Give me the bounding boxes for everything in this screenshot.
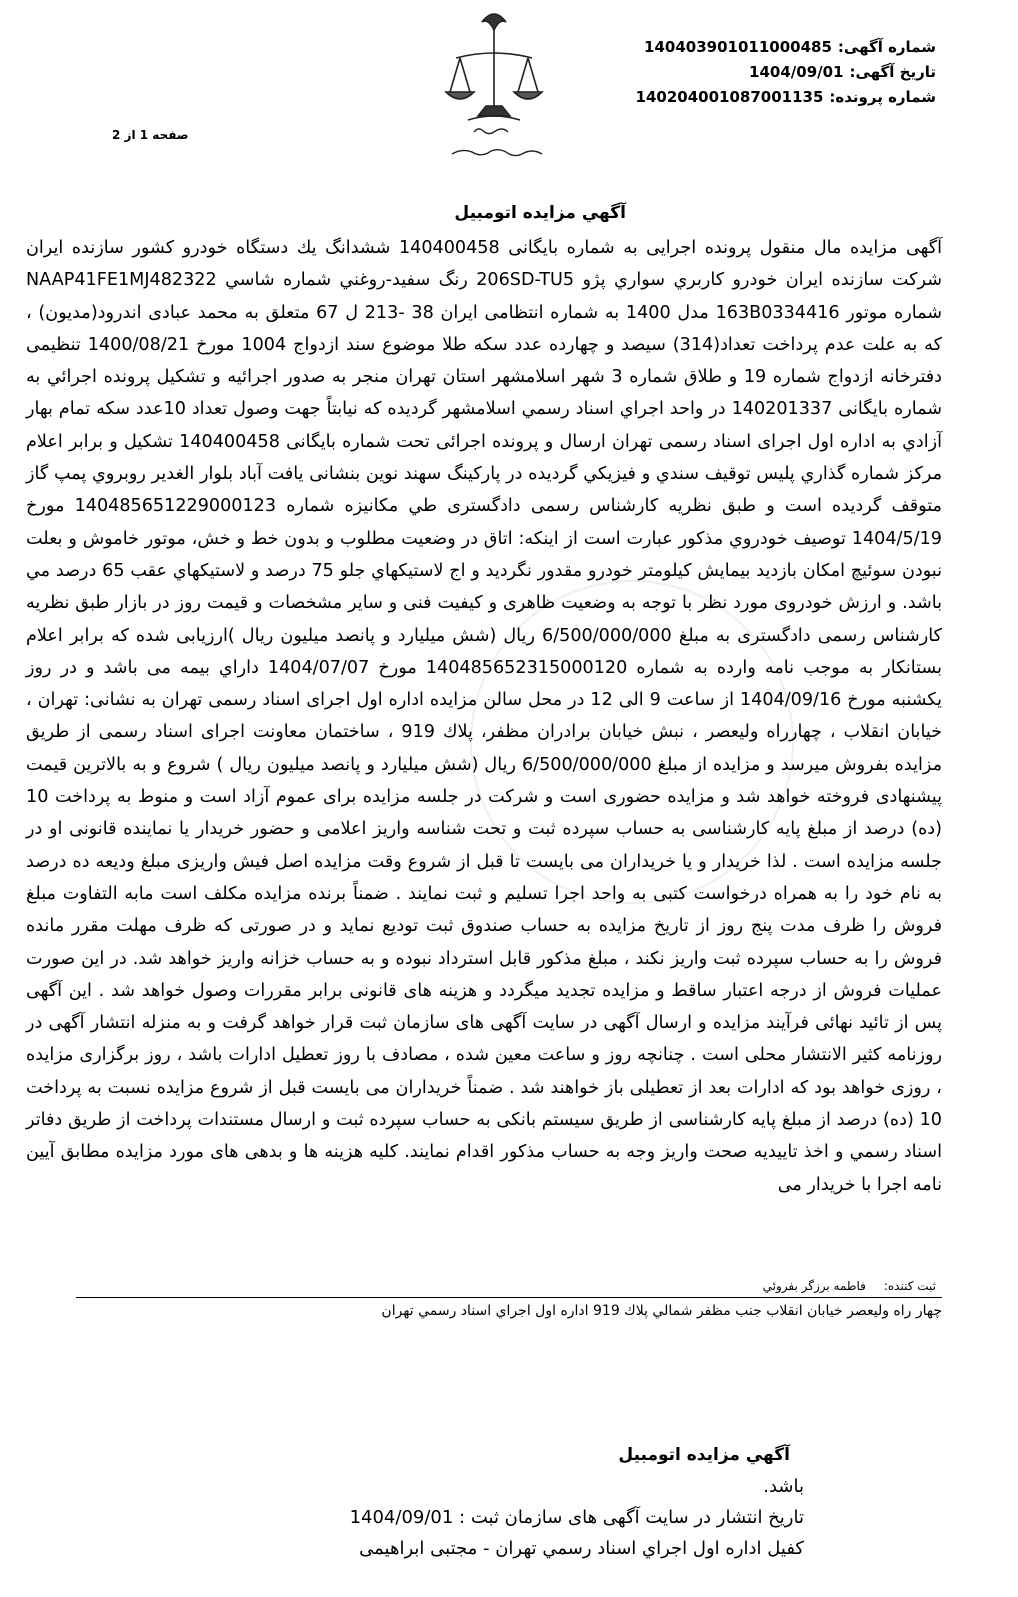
recorder-name: فاطمه برزگر بفروئي	[762, 1279, 866, 1293]
notice-body	[26, 232, 942, 1201]
page2-publish-date: تاريخ انتشار در سايت آگهی های سازمان ثبت : 1404/09/01	[349, 1507, 804, 1528]
page-indicator: صفحه 1 از 2	[112, 128, 189, 142]
footer-divider	[76, 1297, 942, 1298]
notice-body-text: آگهی مزايده مال منقول پرونده اجرايی به شماره بايگانی 140400458 ششدانگ يك دستگاه خودرو كشور سازنده ايران شركت سازنده ايران خودرو كاربري سواري پژو 206SD-TU5 رنگ سفيد-روغني شماره شاسي NAAP41FE1MJ482322 شماره موتور 163B0334416 مدل 1400 به شماره انتظامی ايران 38 -213 ل 67 متعلق به محمد عبادی اندرود(مديون) ، كه به علت عدم پرداخت تعداد(314) سيصد و چهارده عدد سكه طلا موضوع سند ازدواج 1004 مورخ 1400/08/21 تنظيمی دفترخانه ازدواج شماره 19 و طلاق شماره 3 شهر اسلامشهر استان تهران منجر به صدور اجرائيه و تشكيل پرونده اجرائي به شماره بايگانی 140201337 در واحد اجراي اسناد رسمي اسلامشهر گرديده كه نيابتاً جهت وصول تعداد 10عدد سكه تمام بهار آزادي به اداره اول اجرای اسناد رسمی تهران ارسال و پرونده اجرائی تحت شماره بايگانی 140400458 تشكيل و برابر اعلام مركز شماره گذاري پليس توقيف سندي و فيزيكي گرديده در پاركينگ سهند نوين بنشانی يافت آباد بلوار الغدير روبروي پمپ گاز متوقف گرديده است و طبق نظريه كارشناس رسمی دادگستری طي مكانيزه شماره 140485651229000123 مورخ 1404/5/19 توصيف خودروي مذكور عبارت است از اينكه: اتاق در وضعيت مطلوب و بدون خط و خش، موتور خاموش و بعلت نبودن سوئيچ امكان بازديد بيمايش كيلومتر خودرو مقدور نگرديد و اج لاستيكهاي جلو 75 درصد و لاستيكهاي عقب 65 درصد مي باشد. و ارزش خودروی مورد نظر با توجه به وضعيت ظاهری و كيفيت فنی و ساير مشخصات و قيمت روز در بازار طبق نظريه كارشناس رسمی دادگستری به مبلغ 6/500/000/000 ريال (شش ميليارد و پانصد ميليون ريال )ارزيابی شده كه برابر اعلام بستانكار به موجب نامه وارده به شماره 140485652315000120 مورخ 1404/07/07 داراي بيمه می باشد و در روز يكشنبه مورخ 1404/09/16 از ساعت 9 الی 12 در محل سالن مزايده اداره اول اجرای اسناد رسمی تهران به نشانی: تهران ، خيابان انقلاب ، چهارراه وليعصر ، نبش خيابان برادران مظفر، پلاك 919 ، ساختمان معاونت اجرای اسناد رسمی از طريق مزايده بفروش ميرسد و مزايده از مبلغ 6/500/000/000 ريال (شش ميليارد و پانصد ميليون ريال ) شروع و به بالاترين قيمت پيشنهادی فروخته خواهد شد و مزايده حضوری است و شركت در جلسه مزايده برای عموم آزاد است و منوط به پرداخت 10 (ده) درصد از مبلغ پايه كارشناسی به حساب سپرده ثبت و تحت شناسه واريز اعلامی و حضور خريدار يا نماينده قانونی او در جلسه مزايده است . لذا خريدار و يا خريداران می بايست تا قبل از شروع وقت مزايده اصل فيش واريزی مبلغ وديعه ده درصد به نام خود را به همراه درخواست كتبی به واحد اجرا تسليم و ثبت نمايند . ضمناً برنده مزايده مكلف است مابه التفاوت مبلغ فروش را ظرف مدت پنج روز از تاريخ مزايده به حساب صندوق ثبت توديع نمايد و در صورتی كه ظرف مهلت مقرر مانده فروش را به حساب سپرده ثبت واريز نكند ، مبلغ مذكور قابل استرداد نبوده و به حساب خزانه واريز خواهد شد. در اين صورت عمليات فروش از درجه اعتبار ساقط و مزايده تجديد ميگردد و هزينه های قانونی برابر مقررات وصول خواهد شد . اين آگهی پس از تائيد نهائی فرآيند مزايده و ارسال آگهی در سايت آگهی های سازمان ثبت قرار خواهد گرفت و به منزله انتشار آگهی در روزنامه كثير الانتشار محلی است . چنانچه روز و ساعت معين شده ، مصادف با روز تعطيل ادارات باشد ، روز برگزاری مزايده ، روزی خواهد بود كه ادارات بعد از تعطيلی باز خواهند شد . ضمناً خريداران می بايست قبل از شروع مزايده نسبت به پرداخت 10 (ده) درصد از مبلغ پايه كارشناسی از طريق سيستم بانكی به حساب سپرده ثبت و ارسال مستندات پرداخت از طريق دفاتر اسناد رسمي و اخذ تاييديه صحت واريز وجه به حساب مذكور اقدام نمايند. كليه هزينه ها و بدهی های مورد مزايده مطابق آيين نامه اجرا با خريدار می	[26, 238, 943, 1195]
page2-section	[350, 1440, 804, 1564]
notice-number: 140403901011000485	[644, 38, 832, 56]
recorder-label: ثبت كننده:	[883, 1279, 936, 1293]
case-number-label: شماره پرونده:	[829, 88, 936, 106]
recorder-row	[763, 1279, 936, 1293]
page2-continuation: باشد.	[763, 1476, 804, 1497]
page2-signature: كفيل اداره اول اجراي اسناد رسمي تهران - مجتبی ابراهيمی	[359, 1538, 804, 1559]
case-number-row	[636, 88, 936, 106]
notice-date-row	[749, 63, 936, 81]
case-number: 140204001087001135	[635, 88, 824, 106]
footer-address: چهار راه وليعصر خيابان انقلاب جنب مظفر شمالي پلاك 919 اداره اول اجراي اسناد رسمي تهران	[381, 1303, 942, 1319]
judiciary-emblem	[438, 8, 550, 166]
notice-date-label: تاریخ آگهی:	[849, 63, 936, 81]
notice-number-label: شماره آگهی:	[837, 38, 936, 56]
page2-title: آگهي مزايده اتومبيل	[618, 1445, 790, 1465]
page-title: آگهي مزايده اتومبيل	[454, 203, 626, 223]
notice-number-row	[644, 38, 936, 56]
notice-date: 1404/09/01	[749, 63, 844, 81]
